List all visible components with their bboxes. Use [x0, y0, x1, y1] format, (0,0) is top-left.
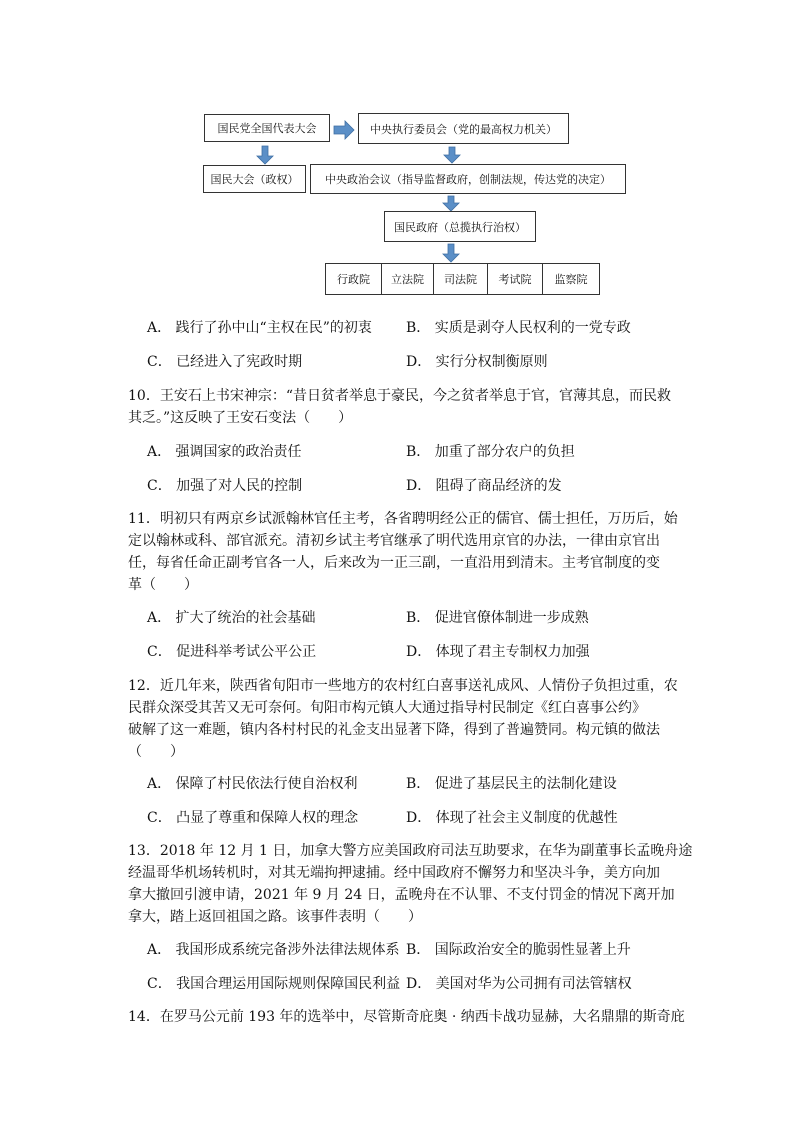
box-kmt-congress: 国民党全国代表大会: [204, 114, 330, 142]
q11-option-b[interactable]: B． 促进官僚体制进一步成熟: [406, 610, 589, 626]
arrow-down-icon: [257, 146, 273, 164]
q10-option-c[interactable]: C． 加强了对人民的控制: [147, 478, 303, 494]
q11-option-c[interactable]: C． 促进科举考试公平公正: [147, 644, 317, 660]
q12-stem-line: 破解了这一难题，镇内各村村民的礼金支出显著下降，得到了普遍赞同。构元镇的做法: [128, 722, 660, 738]
arrow-down-icon: [444, 147, 460, 163]
q9-option-a[interactable]: A． 践行了孙中山“主权在民”的初衷: [147, 320, 372, 336]
q10-stem-line: 其乏。”这反映了王安石变法（ ）: [128, 410, 353, 426]
q12-stem-line: 民群众深受其苦又无可奈何。旬阳市构元镇人大通过指导村民制定《红白喜事公约》: [128, 700, 646, 716]
q12-stem-line: 12．近几年来，陕西省旬阳市一些地方的农村红白喜事送礼成风、人情份子负担过重，农: [128, 678, 678, 694]
q13-stem-line: 经温哥华机场转机时，对其无端拘押逮捕。经中国政府不懈努力和坚决斗争，美方向加: [128, 865, 660, 881]
q9-option-d[interactable]: D． 实行分权制衡原则: [406, 354, 548, 370]
q13-stem-line: 13．2018 年 12 月 1 日，加拿大警方应美国政府司法互助要求，在华为副董事长孟晚舟途: [128, 843, 693, 859]
q13-option-c[interactable]: C． 我国合理运用国际规则保障国民利益: [147, 976, 401, 992]
q10-option-b[interactable]: B． 加重了部分农户的负担: [406, 444, 575, 460]
q10-option-a[interactable]: A． 强调国家的政治责任: [147, 444, 302, 460]
box-control-yuan: 监察院: [542, 263, 600, 295]
q12-option-b[interactable]: B． 促进了基层民主的法制化建设: [406, 776, 617, 792]
box-national-government: 国民政府（总揽执行治权）: [384, 211, 536, 242]
arrow-down-icon: [443, 244, 459, 262]
q11-stem-line: 革（ ）: [128, 577, 198, 593]
q13-stem-line: 拿大，踏上返回祖国之路。该事件表明（ ）: [128, 909, 422, 925]
q12-option-c[interactable]: C． 凸显了尊重和保障人权的理念: [147, 810, 359, 826]
box-central-political-council: 中央政治会议（指导监督政府，创制法规，传达党的决定）: [310, 164, 626, 194]
q13-option-b[interactable]: B． 国际政治安全的脆弱性显著上升: [406, 942, 631, 958]
q10-stem-line: 10．王安石上书宋神宗：“昔日贫者举息于豪民，今之贫者举息于官，官薄其息，而民救: [128, 388, 671, 404]
box-executive-yuan: 行政院: [325, 263, 382, 295]
q9-option-b[interactable]: B． 实质是剥夺人民权利的一党专政: [406, 320, 631, 336]
box-central-executive-committee: 中央执行委员会（党的最高权力机关）: [358, 113, 569, 144]
box-legislative-yuan: 立法院: [381, 263, 434, 295]
q12-option-d[interactable]: D． 体现了社会主义制度的优越性: [406, 810, 618, 826]
box-national-assembly: 国民大会（政权）: [203, 165, 306, 193]
q11-option-d[interactable]: D． 体现了君主专制权力加强: [406, 644, 590, 660]
q11-option-a[interactable]: A． 扩大了统治的社会基础: [147, 610, 316, 626]
q12-option-a[interactable]: A． 保障了村民依法行使自治权利: [147, 776, 358, 792]
box-examination-yuan: 考试院: [487, 263, 543, 295]
q14-stem-line: 14．在罗马公元前 193 年的选举中，尽管斯奇庇奥 · 纳西卡战功显赫，大名鼎鼎的斯奇庇: [128, 1009, 685, 1025]
q12-stem-line: （ ）: [128, 744, 184, 760]
arrow-right-icon: [334, 121, 354, 139]
arrow-down-icon: [443, 196, 459, 211]
q13-stem-line: 拿大撤回引渡申请，2021 年 9 月 24 日，孟晚舟在不认罪、不支付罚金的情况下离开加: [128, 887, 675, 903]
q13-option-d[interactable]: D． 美国对华为公司拥有司法管辖权: [406, 976, 632, 992]
q10-option-d[interactable]: D． 阻碍了商品经济的发: [406, 478, 562, 494]
q11-stem-line: 定以翰林或科、部官派充。清初乡试主考官继承了明代选用京官的办法，一律由京官出: [128, 533, 660, 549]
q13-option-a[interactable]: A． 我国形成系统完备涉外法律法规体系: [147, 942, 400, 958]
q9-option-c[interactable]: C． 已经进入了宪政时期: [147, 354, 303, 370]
q11-stem-line: 任，每省任命正副考官各一人，后来改为一正三副，一直沿用到清末。主考官制度的变: [128, 555, 660, 571]
q11-stem-line: 11．明初只有两京乡试派翰林官任主考，各省聘明经公正的儒官、儒士担任，万历后，始: [128, 511, 678, 527]
box-judicial-yuan: 司法院: [433, 263, 488, 295]
